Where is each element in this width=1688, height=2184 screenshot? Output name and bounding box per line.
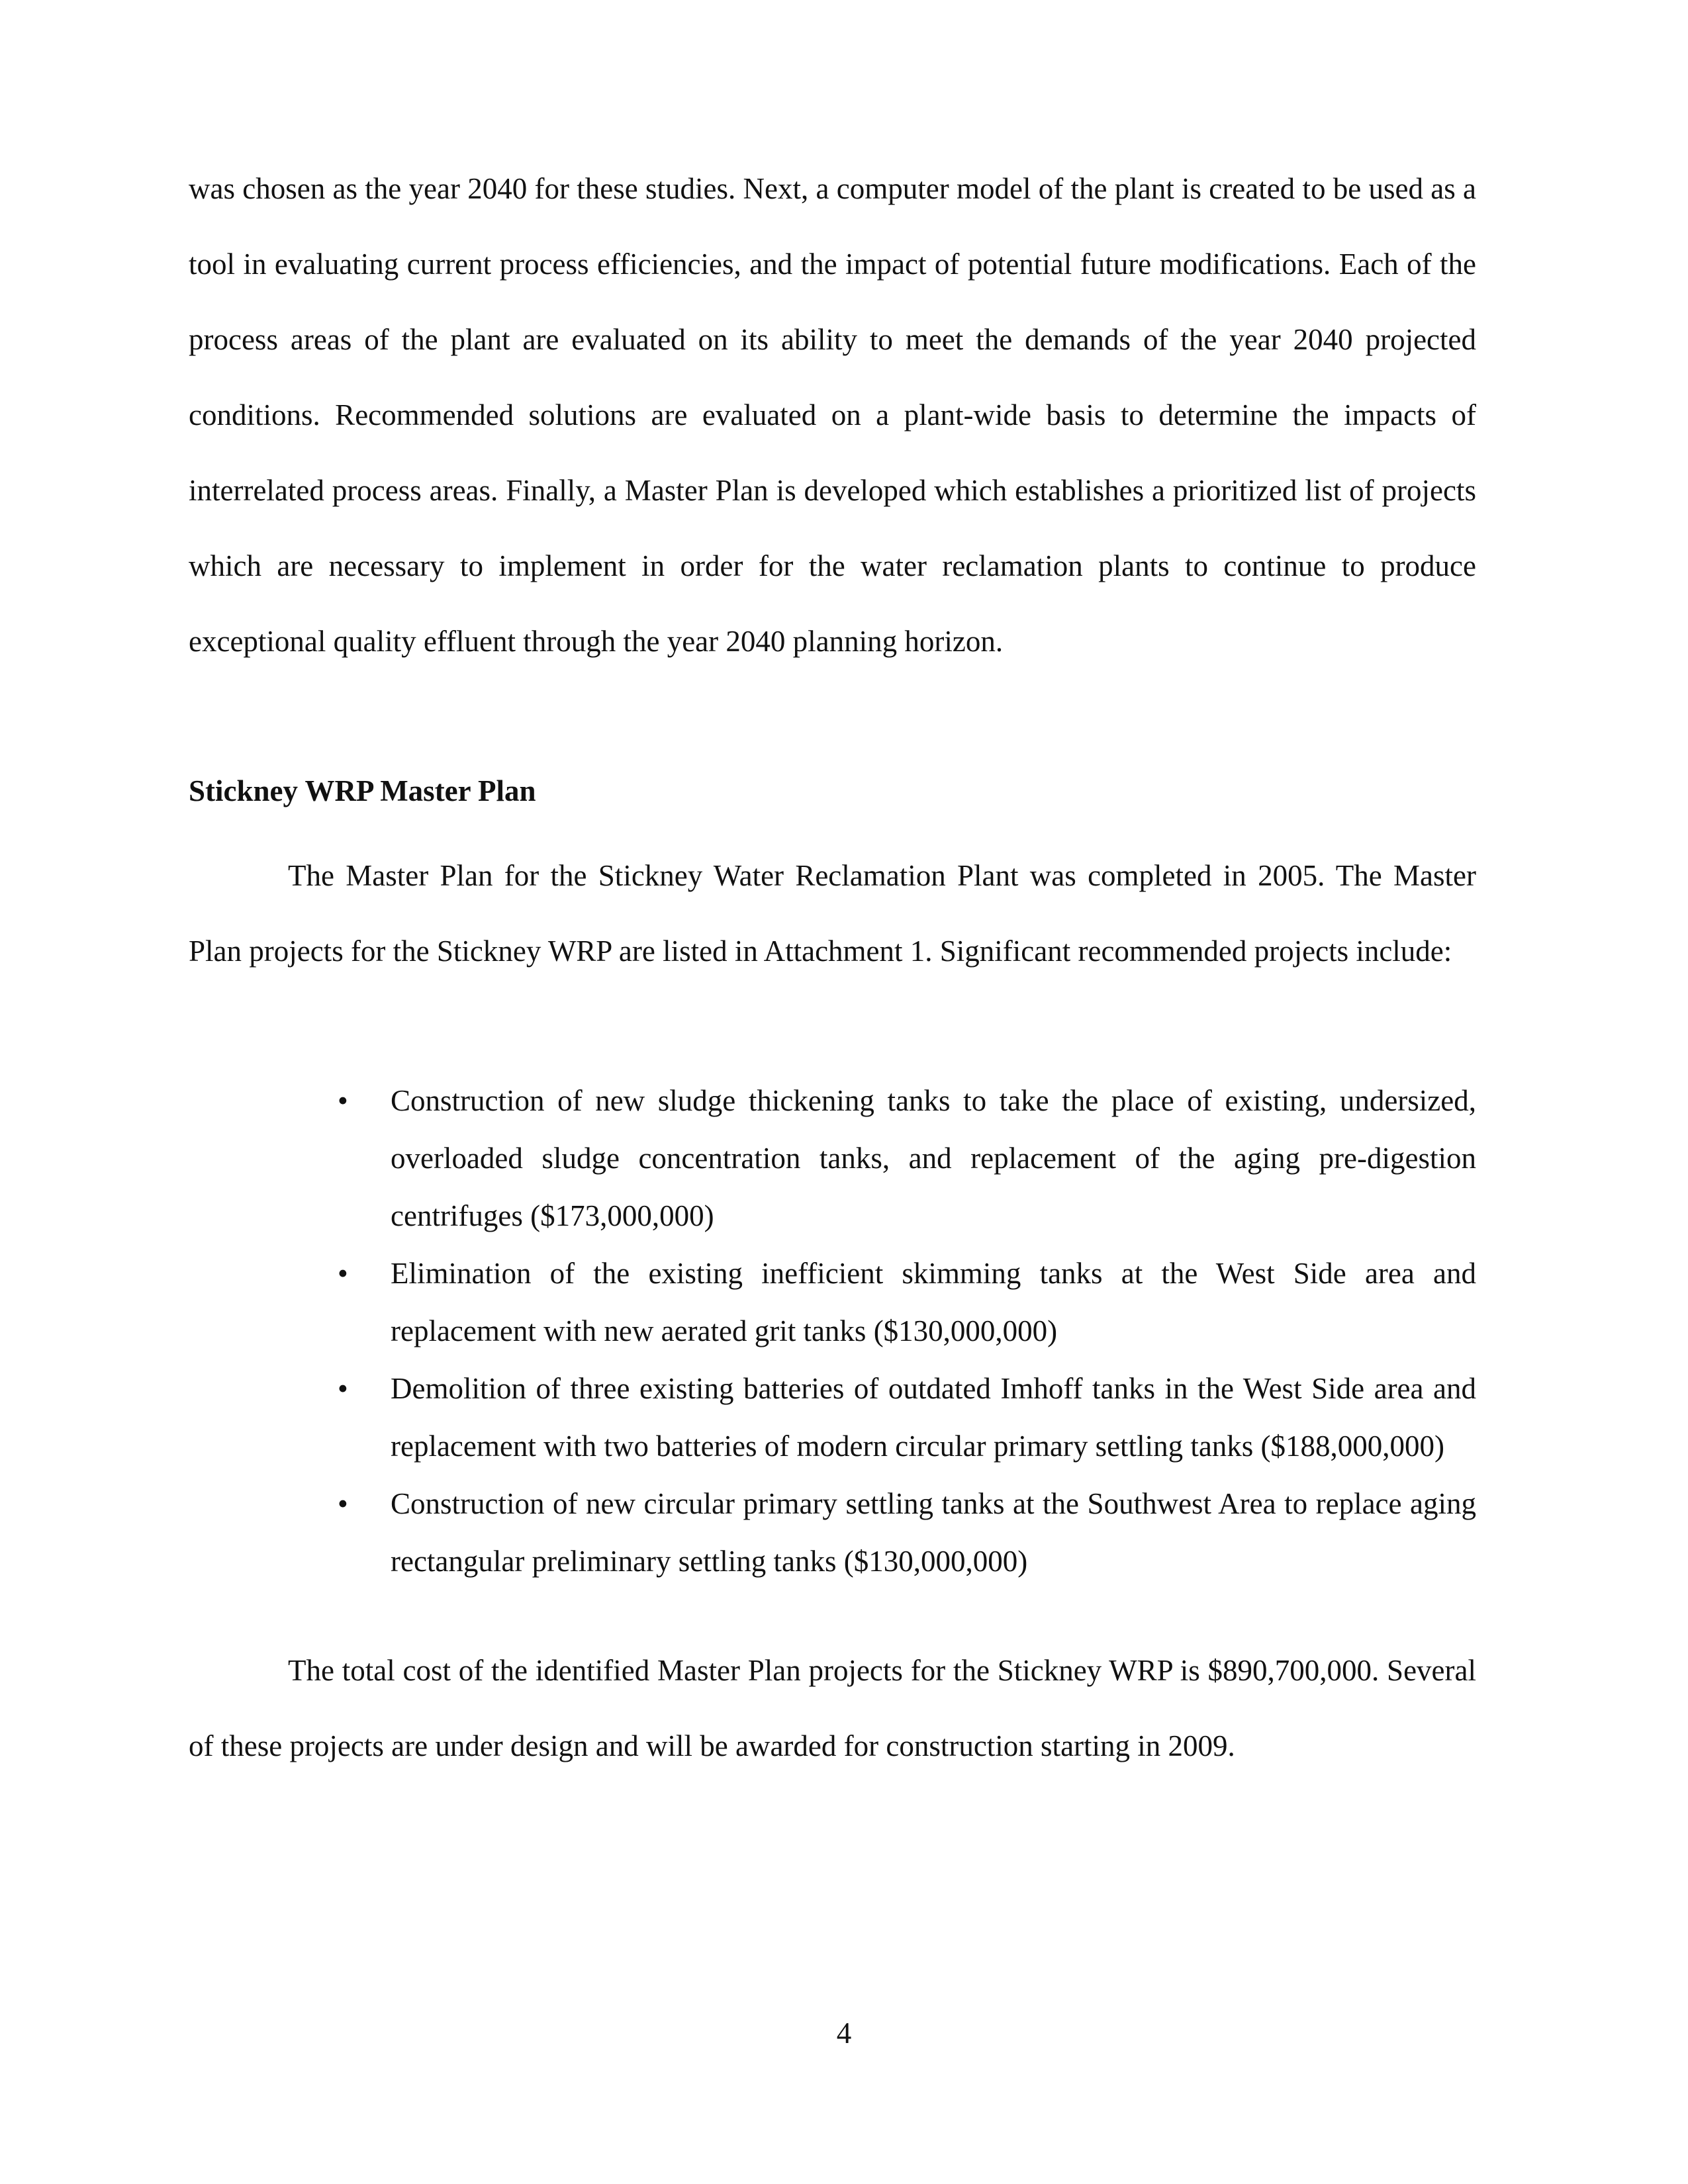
bullet-icon: • <box>338 1372 348 1405</box>
list-item <box>331 1245 1476 1360</box>
total-cost-paragraph: The total cost of the identified Master Plan projects for the Stickney WRP is $890,700,000. Several of these projects are under design and will be awarded for construction starting in 2009. <box>189 1654 1476 1762</box>
intro-paragraph: was chosen as the year 2040 for these studies. Next, a computer model of the plant is created to be used as a tool in evaluating current process efficiencies, and the impact of potential future modifications. Each of the process areas of the plant are evaluated on its ability to meet the demands of the year 2040 projected conditions. Recommended solutions are evaluated on a plant-wide basis to determine the impacts of interrelated process areas. Finally, a Master Plan is developed which establishes a prioritized list of projects which are necessary to implement in order for the water reclamation plants to continue to produce exceptional quality effluent through the year 2040 planning horizon. <box>189 172 1476 658</box>
list-item <box>331 1072 1476 1245</box>
list-item <box>331 1475 1476 1590</box>
bullet-icon: • <box>338 1257 348 1290</box>
list-item-text: Demolition of three existing batteries of outdated Imhoff tanks in the West Side area and replacement with two batteries of modern circular primary settling tanks ($188,000,000) <box>391 1372 1476 1463</box>
master-plan-paragraph: The Master Plan for the Stickney Water Reclamation Plant was completed in 2005. The Master Plan projects for the Stickney WRP are listed in Attachment 1. Significant recommended projects include: <box>189 859 1476 968</box>
bullet-icon: • <box>338 1487 348 1520</box>
list-item-text: Construction of new circular primary settling tanks at the Southwest Area to replace aging rectangular preliminary settling tanks ($130,000,000) <box>391 1487 1476 1578</box>
list-item-text: Elimination of the existing inefficient skimming tanks at the West Side area and replacement with new aerated grit tanks ($130,000,000) <box>391 1257 1476 1347</box>
list-item-text: Construction of new sludge thickening tanks to take the place of existing, undersized, overloaded sludge concentration tanks, and replacement of the aging pre-digestion centrifuges ($173,000,000) <box>391 1084 1476 1232</box>
bullet-icon: • <box>338 1084 348 1117</box>
list-item <box>331 1360 1476 1475</box>
section-heading: Stickney WRP Master Plan <box>189 774 536 807</box>
projects-list <box>331 1072 1476 1590</box>
page-number: 4 <box>836 2017 852 2050</box>
